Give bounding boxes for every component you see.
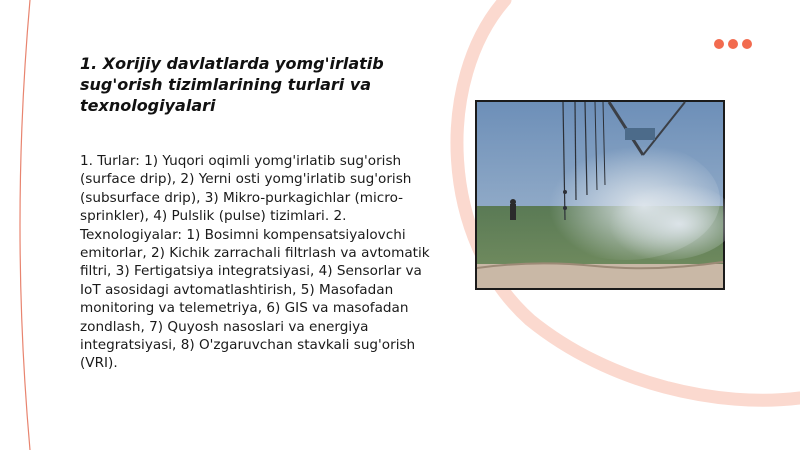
irrigation-photo — [475, 100, 725, 290]
dot — [742, 39, 752, 49]
slide-body-text: 1. Turlar: 1) Yuqori oqimli yomg'irlatib sug'orish (surface drip), 2) Yerni osti yomg'irlatib sug'orish (subsurface drip), 3) Mikro-purkagichlar (micro-sprinkler), 4) Pulslik (pulse) tizimlari. 2. Texnologiyalar: 1) Bosimni kompensatsiyalovchi emitorlar, 2) Kichik zarrachali filtrlash va avtomatik filtri, 3) Fertigatsiya integratsiyasi, 4) Sensorlar va IoT asosidagi avtomatlashtirish, 5) Masofadan monitoring va telemetriya, 6) GIS va masofadan zondlash, 7) Quyosh nasoslari va energiya integratsiyasi, 8) O'zgaruvchan stavkali sug'orish (VRI). — [80, 153, 430, 372]
dot — [714, 39, 724, 49]
left-frame-line — [20, 0, 30, 450]
slide-title: 1. Xorijiy davlatlarda yomg'irlatib sug'orish tizimlarining turlari va texnologiyalari — [80, 54, 384, 115]
three-dots-icon — [714, 39, 752, 49]
dot — [728, 39, 738, 49]
